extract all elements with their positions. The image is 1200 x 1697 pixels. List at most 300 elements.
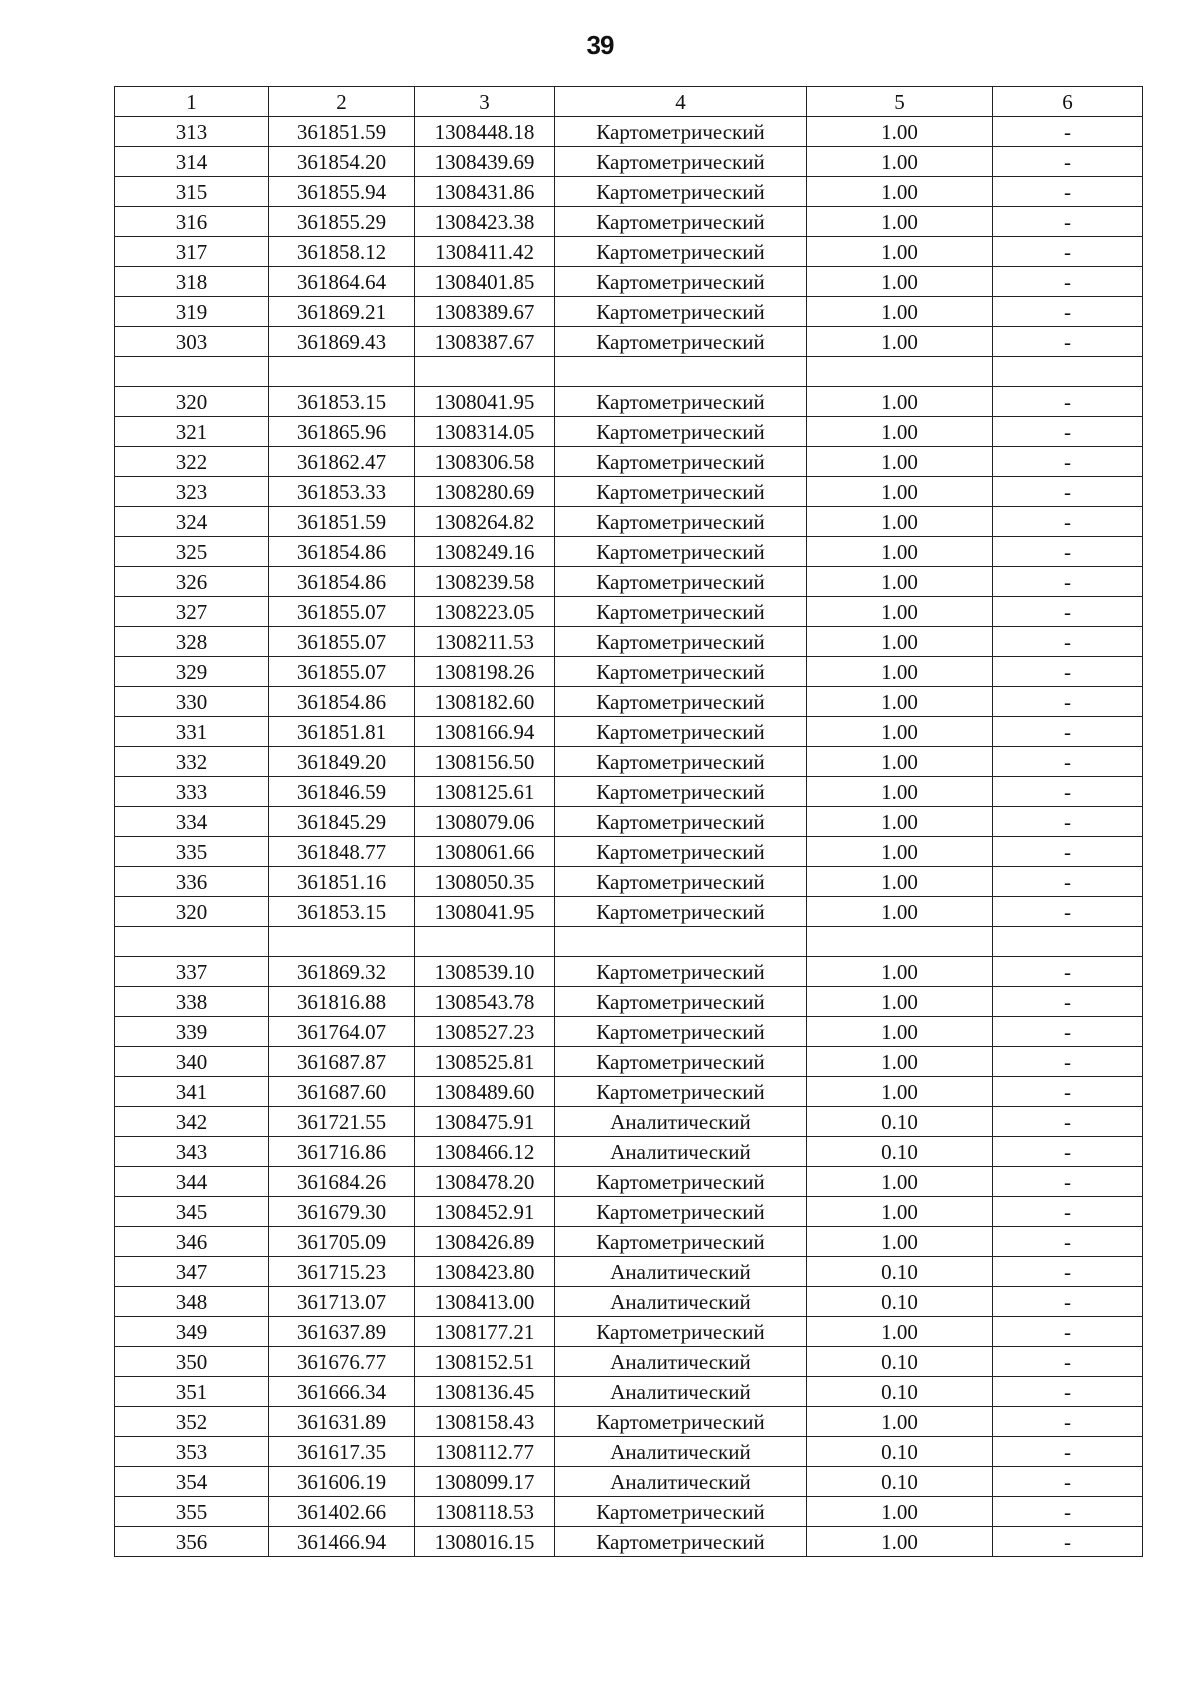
x-coordinate-cell: 361617.35 [269, 1437, 415, 1467]
table-row [115, 1197, 1143, 1227]
accuracy-cell: 1.00 [807, 477, 993, 507]
x-coordinate-cell: 361869.32 [269, 957, 415, 987]
accuracy-cell: 1.00 [807, 837, 993, 867]
point-number-cell: 316 [115, 207, 269, 237]
y-coordinate-cell: 1308061.66 [415, 837, 555, 867]
point-number-cell: 350 [115, 1347, 269, 1377]
point-number-cell: 352 [115, 1407, 269, 1437]
point-number-cell: 318 [115, 267, 269, 297]
point-number-cell: 317 [115, 237, 269, 267]
accuracy-cell: 1.00 [807, 297, 993, 327]
note-cell: - [993, 1257, 1143, 1287]
x-coordinate-cell: 361869.43 [269, 327, 415, 357]
x-coordinate-cell: 361848.77 [269, 837, 415, 867]
method-cell: Картометрический [555, 567, 807, 597]
x-coordinate-cell: 361713.07 [269, 1287, 415, 1317]
table-row [115, 237, 1143, 267]
table-row [115, 867, 1143, 897]
method-cell: Картометрический [555, 1077, 807, 1107]
x-coordinate-cell: 361466.94 [269, 1527, 415, 1557]
method-cell: Картометрический [555, 507, 807, 537]
point-number-cell: 322 [115, 447, 269, 477]
note-cell: - [993, 1167, 1143, 1197]
method-cell: Картометрический [555, 1017, 807, 1047]
note-cell: - [993, 747, 1143, 777]
x-coordinate-cell: 361854.20 [269, 147, 415, 177]
method-cell: Аналитический [555, 1347, 807, 1377]
accuracy-cell: 1.00 [807, 177, 993, 207]
method-cell: Картометрический [555, 627, 807, 657]
table-row [115, 987, 1143, 1017]
table-row [115, 627, 1143, 657]
note-cell: - [993, 837, 1143, 867]
y-coordinate-cell: 1308156.50 [415, 747, 555, 777]
x-coordinate-cell: 361687.60 [269, 1077, 415, 1107]
point-number-cell: 334 [115, 807, 269, 837]
point-number-cell: 344 [115, 1167, 269, 1197]
accuracy-cell: 1.00 [807, 207, 993, 237]
accuracy-cell: 0.10 [807, 1137, 993, 1167]
accuracy-cell: 1.00 [807, 687, 993, 717]
y-coordinate-cell: 1308079.06 [415, 807, 555, 837]
x-coordinate-cell: 361606.19 [269, 1467, 415, 1497]
point-number-cell [115, 357, 269, 387]
point-number-cell [115, 927, 269, 957]
y-coordinate-cell: 1308198.26 [415, 657, 555, 687]
accuracy-cell: 1.00 [807, 417, 993, 447]
x-coordinate-cell: 361705.09 [269, 1227, 415, 1257]
note-cell: - [993, 1197, 1143, 1227]
point-number-cell: 331 [115, 717, 269, 747]
point-number-cell: 320 [115, 387, 269, 417]
accuracy-cell: 1.00 [807, 1197, 993, 1227]
method-cell: Картометрический [555, 267, 807, 297]
accuracy-cell: 1.00 [807, 597, 993, 627]
y-coordinate-cell: 1308411.42 [415, 237, 555, 267]
note-cell: - [993, 237, 1143, 267]
x-coordinate-cell: 361854.86 [269, 687, 415, 717]
point-number-cell: 323 [115, 477, 269, 507]
y-coordinate-cell: 1308041.95 [415, 387, 555, 417]
method-cell: Картометрический [555, 747, 807, 777]
x-coordinate-cell: 361851.59 [269, 117, 415, 147]
note-cell: - [993, 1107, 1143, 1137]
method-cell: Картометрический [555, 477, 807, 507]
accuracy-cell: 1.00 [807, 387, 993, 417]
note-cell: - [993, 897, 1143, 927]
y-coordinate-cell: 1308423.80 [415, 1257, 555, 1287]
x-coordinate-cell: 361676.77 [269, 1347, 415, 1377]
x-coordinate-cell [269, 927, 415, 957]
method-cell: Картометрический [555, 1407, 807, 1437]
accuracy-cell: 1.00 [807, 627, 993, 657]
note-cell: - [993, 1527, 1143, 1557]
method-cell: Аналитический [555, 1467, 807, 1497]
accuracy-cell [807, 357, 993, 387]
method-cell: Аналитический [555, 1437, 807, 1467]
table-row [115, 897, 1143, 927]
y-coordinate-cell: 1308527.23 [415, 1017, 555, 1047]
accuracy-cell: 1.00 [807, 537, 993, 567]
y-coordinate-cell: 1308041.95 [415, 897, 555, 927]
table-row [115, 1137, 1143, 1167]
y-coordinate-cell: 1308223.05 [415, 597, 555, 627]
column-header-4: 4 [555, 87, 807, 117]
method-cell: Картометрический [555, 1497, 807, 1527]
table-separator-row [115, 357, 1143, 387]
accuracy-cell: 1.00 [807, 567, 993, 597]
table-row [115, 207, 1143, 237]
y-coordinate-cell: 1308211.53 [415, 627, 555, 657]
x-coordinate-cell: 361849.20 [269, 747, 415, 777]
note-cell: - [993, 717, 1143, 747]
accuracy-cell: 1.00 [807, 237, 993, 267]
x-coordinate-cell: 361846.59 [269, 777, 415, 807]
y-coordinate-cell: 1308016.15 [415, 1527, 555, 1557]
method-cell: Картометрический [555, 387, 807, 417]
table-row [115, 1077, 1143, 1107]
table-row [115, 567, 1143, 597]
point-number-cell: 336 [115, 867, 269, 897]
x-coordinate-cell: 361716.86 [269, 1137, 415, 1167]
point-number-cell: 319 [115, 297, 269, 327]
method-cell: Картометрический [555, 1197, 807, 1227]
method-cell: Картометрический [555, 957, 807, 987]
x-coordinate-cell: 361666.34 [269, 1377, 415, 1407]
y-coordinate-cell: 1308525.81 [415, 1047, 555, 1077]
y-coordinate-cell: 1308387.67 [415, 327, 555, 357]
table-row [115, 507, 1143, 537]
accuracy-cell: 1.00 [807, 327, 993, 357]
table-separator-row [115, 927, 1143, 957]
method-cell [555, 357, 807, 387]
method-cell: Картометрический [555, 117, 807, 147]
method-cell: Картометрический [555, 837, 807, 867]
x-coordinate-cell: 361631.89 [269, 1407, 415, 1437]
y-coordinate-cell: 1308543.78 [415, 987, 555, 1017]
table-row [115, 1437, 1143, 1467]
table-header-row [115, 87, 1143, 117]
note-cell: - [993, 477, 1143, 507]
accuracy-cell: 1.00 [807, 1407, 993, 1437]
note-cell: - [993, 297, 1143, 327]
point-number-cell: 335 [115, 837, 269, 867]
note-cell: - [993, 387, 1143, 417]
accuracy-cell: 0.10 [807, 1377, 993, 1407]
table-row [115, 1287, 1143, 1317]
note-cell: - [993, 987, 1143, 1017]
point-number-cell: 340 [115, 1047, 269, 1077]
note-cell: - [993, 1497, 1143, 1527]
y-coordinate-cell: 1308099.17 [415, 1467, 555, 1497]
point-number-cell: 313 [115, 117, 269, 147]
x-coordinate-cell: 361855.07 [269, 627, 415, 657]
accuracy-cell: 1.00 [807, 507, 993, 537]
accuracy-cell: 1.00 [807, 117, 993, 147]
x-coordinate-cell: 361862.47 [269, 447, 415, 477]
table-row [115, 1407, 1143, 1437]
method-cell: Картометрический [555, 537, 807, 567]
accuracy-cell: 1.00 [807, 147, 993, 177]
point-number-cell: 337 [115, 957, 269, 987]
method-cell: Картометрический [555, 1227, 807, 1257]
note-cell: - [993, 1347, 1143, 1377]
y-coordinate-cell: 1308158.43 [415, 1407, 555, 1437]
accuracy-cell: 1.00 [807, 1497, 993, 1527]
point-number-cell: 353 [115, 1437, 269, 1467]
point-number-cell: 341 [115, 1077, 269, 1107]
method-cell: Картометрический [555, 1317, 807, 1347]
y-coordinate-cell [415, 357, 555, 387]
note-cell: - [993, 207, 1143, 237]
method-cell: Картометрический [555, 177, 807, 207]
accuracy-cell: 1.00 [807, 447, 993, 477]
note-cell: - [993, 867, 1143, 897]
table-row [115, 417, 1143, 447]
table-row [115, 147, 1143, 177]
y-coordinate-cell: 1308314.05 [415, 417, 555, 447]
accuracy-cell: 0.10 [807, 1107, 993, 1137]
y-coordinate-cell: 1308539.10 [415, 957, 555, 987]
y-coordinate-cell: 1308306.58 [415, 447, 555, 477]
table-row [115, 177, 1143, 207]
y-coordinate-cell: 1308413.00 [415, 1287, 555, 1317]
point-number-cell: 315 [115, 177, 269, 207]
x-coordinate-cell: 361855.07 [269, 597, 415, 627]
accuracy-cell: 0.10 [807, 1347, 993, 1377]
note-cell: - [993, 1047, 1143, 1077]
table-row [115, 447, 1143, 477]
y-coordinate-cell: 1308452.91 [415, 1197, 555, 1227]
method-cell: Аналитический [555, 1107, 807, 1137]
accuracy-cell: 1.00 [807, 1227, 993, 1257]
y-coordinate-cell: 1308448.18 [415, 117, 555, 147]
table-row [115, 537, 1143, 567]
table-row [115, 807, 1143, 837]
x-coordinate-cell: 361851.81 [269, 717, 415, 747]
method-cell: Картометрический [555, 687, 807, 717]
note-cell: - [993, 1017, 1143, 1047]
point-number-cell: 355 [115, 1497, 269, 1527]
point-number-cell: 351 [115, 1377, 269, 1407]
y-coordinate-cell: 1308478.20 [415, 1167, 555, 1197]
accuracy-cell: 0.10 [807, 1257, 993, 1287]
point-number-cell: 329 [115, 657, 269, 687]
accuracy-cell: 1.00 [807, 747, 993, 777]
table-row [115, 1047, 1143, 1077]
table-row [115, 267, 1143, 297]
note-cell: - [993, 777, 1143, 807]
method-cell [555, 927, 807, 957]
table-row [115, 1377, 1143, 1407]
note-cell: - [993, 417, 1143, 447]
method-cell: Картометрический [555, 1047, 807, 1077]
method-cell: Аналитический [555, 1257, 807, 1287]
table-row [115, 1467, 1143, 1497]
accuracy-cell: 0.10 [807, 1287, 993, 1317]
point-number-cell: 325 [115, 537, 269, 567]
table-row [115, 657, 1143, 687]
note-cell: - [993, 537, 1143, 567]
x-coordinate-cell: 361715.23 [269, 1257, 415, 1287]
x-coordinate-cell: 361679.30 [269, 1197, 415, 1227]
point-number-cell: 345 [115, 1197, 269, 1227]
table-row [115, 1347, 1143, 1377]
method-cell: Картометрический [555, 417, 807, 447]
note-cell: - [993, 1467, 1143, 1497]
y-coordinate-cell: 1308125.61 [415, 777, 555, 807]
y-coordinate-cell: 1308050.35 [415, 867, 555, 897]
method-cell: Картометрический [555, 1527, 807, 1557]
y-coordinate-cell: 1308401.85 [415, 267, 555, 297]
method-cell: Картометрический [555, 447, 807, 477]
note-cell: - [993, 327, 1143, 357]
accuracy-cell: 1.00 [807, 897, 993, 927]
y-coordinate-cell: 1308489.60 [415, 1077, 555, 1107]
method-cell: Картометрический [555, 717, 807, 747]
method-cell: Картометрический [555, 297, 807, 327]
accuracy-cell: 1.00 [807, 1077, 993, 1107]
y-coordinate-cell: 1308423.38 [415, 207, 555, 237]
y-coordinate-cell: 1308431.86 [415, 177, 555, 207]
point-number-cell: 314 [115, 147, 269, 177]
y-coordinate-cell: 1308152.51 [415, 1347, 555, 1377]
accuracy-cell [807, 927, 993, 957]
accuracy-cell: 1.00 [807, 657, 993, 687]
note-cell: - [993, 567, 1143, 597]
note-cell: - [993, 1377, 1143, 1407]
method-cell: Картометрический [555, 987, 807, 1017]
table-row [115, 387, 1143, 417]
accuracy-cell: 0.10 [807, 1437, 993, 1467]
method-cell: Аналитический [555, 1287, 807, 1317]
method-cell: Картометрический [555, 147, 807, 177]
table-row [115, 837, 1143, 867]
method-cell: Картометрический [555, 1167, 807, 1197]
point-number-cell: 343 [115, 1137, 269, 1167]
accuracy-cell: 1.00 [807, 867, 993, 897]
note-cell [993, 357, 1143, 387]
point-number-cell: 333 [115, 777, 269, 807]
table-row [115, 777, 1143, 807]
point-number-cell: 320 [115, 897, 269, 927]
y-coordinate-cell: 1308177.21 [415, 1317, 555, 1347]
point-number-cell: 338 [115, 987, 269, 1017]
method-cell: Аналитический [555, 1137, 807, 1167]
page-number: 39 [586, 30, 614, 60]
point-number-cell: 354 [115, 1467, 269, 1497]
column-header-6: 6 [993, 87, 1143, 117]
y-coordinate-cell: 1308475.91 [415, 1107, 555, 1137]
method-cell: Картометрический [555, 807, 807, 837]
point-number-cell: 326 [115, 567, 269, 597]
point-number-cell: 303 [115, 327, 269, 357]
note-cell: - [993, 1227, 1143, 1257]
accuracy-cell: 1.00 [807, 1317, 993, 1347]
column-header-2: 2 [269, 87, 415, 117]
accuracy-cell: 1.00 [807, 267, 993, 297]
point-number-cell: 342 [115, 1107, 269, 1137]
y-coordinate-cell: 1308112.77 [415, 1437, 555, 1467]
table-row [115, 477, 1143, 507]
y-coordinate-cell: 1308264.82 [415, 507, 555, 537]
note-cell: - [993, 1287, 1143, 1317]
x-coordinate-cell: 361853.33 [269, 477, 415, 507]
note-cell: - [993, 267, 1143, 297]
coordinates-table [114, 86, 1143, 1557]
table-row [115, 1497, 1143, 1527]
method-cell: Аналитический [555, 1377, 807, 1407]
x-coordinate-cell: 361637.89 [269, 1317, 415, 1347]
x-coordinate-cell: 361845.29 [269, 807, 415, 837]
method-cell: Картометрический [555, 897, 807, 927]
x-coordinate-cell [269, 357, 415, 387]
method-cell: Картометрический [555, 237, 807, 267]
x-coordinate-cell: 361855.94 [269, 177, 415, 207]
table-row [115, 297, 1143, 327]
y-coordinate-cell: 1308136.45 [415, 1377, 555, 1407]
y-coordinate-cell: 1308118.53 [415, 1497, 555, 1527]
x-coordinate-cell: 361855.07 [269, 657, 415, 687]
y-coordinate-cell: 1308439.69 [415, 147, 555, 177]
table-row [115, 1227, 1143, 1257]
method-cell: Картометрический [555, 207, 807, 237]
note-cell: - [993, 957, 1143, 987]
x-coordinate-cell: 361853.15 [269, 387, 415, 417]
x-coordinate-cell: 361864.64 [269, 267, 415, 297]
column-header-1: 1 [115, 87, 269, 117]
y-coordinate-cell: 1308426.89 [415, 1227, 555, 1257]
table-row [115, 1257, 1143, 1287]
y-coordinate-cell: 1308466.12 [415, 1137, 555, 1167]
x-coordinate-cell: 361854.86 [269, 537, 415, 567]
method-cell: Картометрический [555, 657, 807, 687]
point-number-cell: 347 [115, 1257, 269, 1287]
x-coordinate-cell: 361687.87 [269, 1047, 415, 1077]
x-coordinate-cell: 361721.55 [269, 1107, 415, 1137]
method-cell: Картометрический [555, 867, 807, 897]
method-cell: Картометрический [555, 597, 807, 627]
y-coordinate-cell: 1308239.58 [415, 567, 555, 597]
point-number-cell: 332 [115, 747, 269, 777]
coordinates-table-body [115, 87, 1143, 1557]
note-cell: - [993, 657, 1143, 687]
accuracy-cell: 1.00 [807, 1017, 993, 1047]
y-coordinate-cell [415, 927, 555, 957]
method-cell: Картометрический [555, 777, 807, 807]
table-row [115, 1527, 1143, 1557]
point-number-cell: 330 [115, 687, 269, 717]
table-row [115, 687, 1143, 717]
accuracy-cell: 1.00 [807, 717, 993, 747]
table-row [115, 747, 1143, 777]
note-cell: - [993, 1077, 1143, 1107]
x-coordinate-cell: 361869.21 [269, 297, 415, 327]
method-cell: Картометрический [555, 327, 807, 357]
accuracy-cell: 1.00 [807, 957, 993, 987]
note-cell: - [993, 1437, 1143, 1467]
accuracy-cell: 1.00 [807, 807, 993, 837]
y-coordinate-cell: 1308249.16 [415, 537, 555, 567]
x-coordinate-cell: 361854.86 [269, 567, 415, 597]
table-row [115, 1017, 1143, 1047]
table-row [115, 1167, 1143, 1197]
note-cell: - [993, 117, 1143, 147]
accuracy-cell: 1.00 [807, 1047, 993, 1077]
point-number-cell: 346 [115, 1227, 269, 1257]
note-cell: - [993, 627, 1143, 657]
x-coordinate-cell: 361851.16 [269, 867, 415, 897]
